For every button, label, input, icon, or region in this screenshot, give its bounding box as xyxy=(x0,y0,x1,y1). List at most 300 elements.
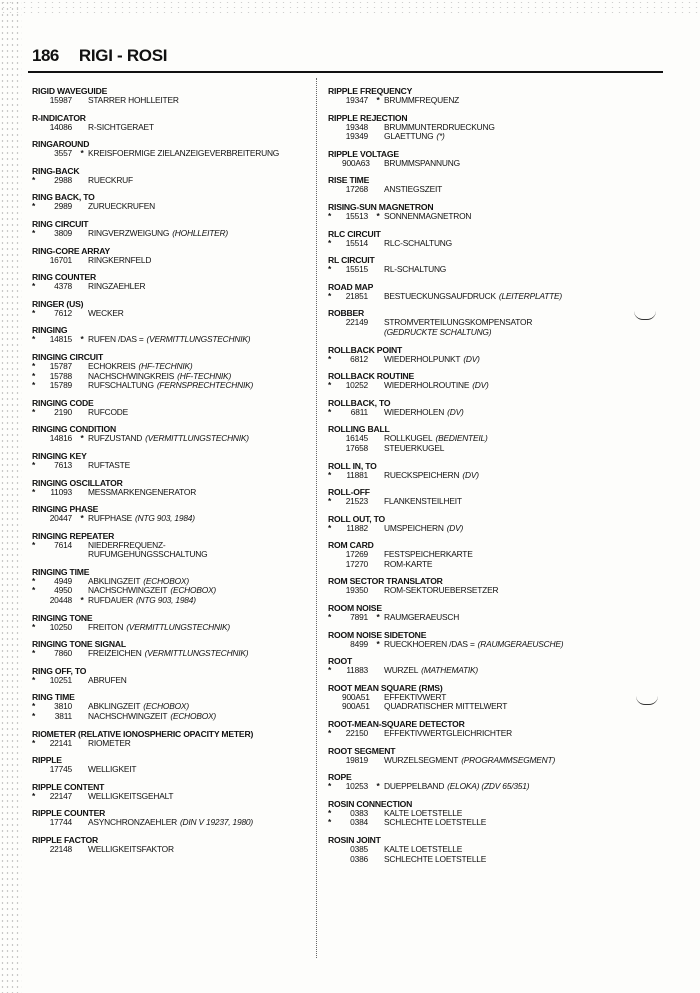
entry-term: RINGING REPEATER xyxy=(32,530,115,541)
entry-term: ROSIN JOINT xyxy=(328,835,381,845)
entry-term: ROAD MAP xyxy=(328,281,374,292)
entry-term: ROSIN CONNECTION xyxy=(328,798,413,809)
entry-star-marker xyxy=(372,586,384,596)
entry-star-marker xyxy=(76,461,88,471)
subject-note: (ELOKA) (ZDV 65/351) xyxy=(447,781,530,792)
entry-number: 17268 xyxy=(345,184,368,195)
translation-line xyxy=(328,212,628,222)
entry-star-marker xyxy=(372,818,384,828)
entry-term: RING COUNTER xyxy=(32,272,96,283)
entry-term: ROM SECTOR TRANSLATOR xyxy=(328,576,443,587)
entry-term: ROLLBACK ROUTINE xyxy=(328,371,415,382)
translation-line xyxy=(32,596,312,606)
dictionary-entry xyxy=(328,576,628,596)
entry-star-marker xyxy=(76,577,88,587)
translation-text: WELLIGKEITSGEHALT xyxy=(88,790,174,801)
entry-star-marker xyxy=(76,372,88,382)
entry-star-marker xyxy=(32,434,46,444)
entry-star-marker xyxy=(32,514,46,524)
entry-star-marker xyxy=(328,444,342,454)
translation-text: RINGKERNFELD xyxy=(88,254,152,265)
entry-number: 6812 xyxy=(350,353,368,364)
dictionary-entry xyxy=(32,352,312,391)
entry-number: 19349 xyxy=(345,131,368,142)
translation-line xyxy=(328,702,628,712)
dictionary-entry xyxy=(32,782,312,802)
entry-term: R-INDICATOR xyxy=(32,112,86,123)
entry-star-marker xyxy=(328,123,342,133)
translation-line xyxy=(32,256,312,266)
entry-star-marker: * xyxy=(32,406,36,417)
subject-note: (HOHLLEITER) xyxy=(172,227,228,238)
translation-text: WECKER xyxy=(88,307,124,318)
translation-line xyxy=(32,176,312,186)
translation-line xyxy=(328,381,628,391)
translation-text: BESTUECKUNGSAUFDRUCK xyxy=(384,290,496,301)
entry-star-marker xyxy=(76,176,88,186)
entry-term: RINGING TONE SIGNAL xyxy=(32,639,126,650)
entry-star-marker: * xyxy=(32,737,36,748)
header-rule xyxy=(28,71,663,73)
entry-term: ROOT xyxy=(328,656,353,667)
dictionary-entry xyxy=(328,202,628,222)
translation-text: WURZELSEGMENT xyxy=(384,754,459,765)
entry-term: RING-CORE ARRAY xyxy=(32,245,111,256)
entry-number: 2988 xyxy=(54,174,72,185)
translation-text: QUADRATISCHER MITTELWERT xyxy=(384,701,508,712)
entry-star-marker: * xyxy=(328,353,332,364)
entry-number: 21523 xyxy=(345,496,368,507)
dictionary-entry xyxy=(328,514,628,534)
translation-text: WIEDERHOLROUTINE xyxy=(384,380,470,391)
entry-star-marker: * xyxy=(32,711,36,722)
entry-term: RINGER (US) xyxy=(32,298,84,309)
entry-star-marker xyxy=(32,596,46,606)
translation-text: FLANKENSTEILHEIT xyxy=(384,496,462,507)
entry-star-marker xyxy=(32,96,46,106)
translation-text: RUECKSPEICHERN xyxy=(384,469,460,480)
entry-star-marker: * xyxy=(376,612,380,623)
dictionary-entry xyxy=(32,424,312,444)
entry-star-marker: * xyxy=(80,595,84,606)
entry-star-marker: * xyxy=(328,264,332,275)
translation-text: RUFPHASE xyxy=(88,513,133,524)
entry-number: 22149 xyxy=(345,317,368,328)
translation-text: ROM-KARTE xyxy=(384,558,433,569)
entry-number: 10251 xyxy=(49,674,72,685)
entry-star-marker xyxy=(76,792,88,802)
entry-number: 14816 xyxy=(49,433,72,444)
translation-line xyxy=(32,149,312,159)
entry-star-marker xyxy=(372,845,384,855)
entry-star-marker xyxy=(328,855,342,865)
subject-note: (ECHOBOX) xyxy=(170,711,217,722)
entry-star-marker: * xyxy=(376,638,380,649)
entry-number: 0383 xyxy=(350,807,368,818)
entry-number: 4949 xyxy=(54,575,72,586)
subject-note: (DV) xyxy=(446,522,464,533)
translation-line xyxy=(328,818,628,828)
entry-term: RINGING OSCILLATOR xyxy=(32,477,123,488)
entry-star-marker: * xyxy=(32,380,36,391)
translation-text: RUFEN /DAS = xyxy=(88,334,144,345)
entry-number: 8499 xyxy=(350,638,368,649)
entry-number: 22150 xyxy=(345,728,368,739)
entry-star-marker xyxy=(76,256,88,266)
translation-text: EFFEKTIVWERTGLEICHRICHTER xyxy=(384,728,512,739)
entry-term: RINGING CONDITION xyxy=(32,424,116,435)
entry-number: 15514 xyxy=(345,237,368,248)
entry-star-marker xyxy=(76,702,88,712)
translation-line xyxy=(32,229,312,239)
entry-number: 20447 xyxy=(49,513,72,524)
subject-note: (DV) xyxy=(472,380,489,391)
translation-text: ROM-SEKTORUEBERSETZER xyxy=(384,585,499,596)
entry-number: 900A63 xyxy=(342,157,370,168)
entry-number: 3557 xyxy=(54,148,72,159)
translation-line xyxy=(32,739,312,749)
translation-text: ANSTIEGSZEIT xyxy=(384,184,443,195)
translation-text: WURZEL xyxy=(384,665,419,676)
entry-star-marker xyxy=(372,809,384,819)
entry-star-marker xyxy=(76,541,88,551)
entry-star-marker xyxy=(76,229,88,239)
entry-term: ROLLBACK POINT xyxy=(328,344,403,355)
translation-line xyxy=(328,550,628,560)
entry-number: 10252 xyxy=(345,380,368,391)
entry-star-marker: * xyxy=(376,210,380,221)
subject-note: (DV) xyxy=(462,469,479,480)
entry-star-marker xyxy=(372,560,384,570)
translation-line xyxy=(328,613,628,623)
entry-star-marker: * xyxy=(328,728,332,739)
entry-number: 11093 xyxy=(50,486,72,497)
entry-star-marker: * xyxy=(376,781,380,792)
left-column xyxy=(32,86,312,862)
dictionary-entry xyxy=(32,325,312,345)
entry-star-marker xyxy=(372,132,384,142)
translation-line xyxy=(32,792,312,802)
translation-text: RIOMETER xyxy=(88,737,131,748)
entry-star-marker: * xyxy=(32,334,36,345)
entry-number: 21851 xyxy=(345,290,368,301)
entry-number: 11883 xyxy=(346,665,368,676)
entry-term: RINGING xyxy=(32,325,68,336)
translation-text: RINGZAEHLER xyxy=(88,281,146,292)
entry-star-marker xyxy=(372,444,384,454)
entry-term: RIPPLE REJECTION xyxy=(328,112,408,123)
translation-line xyxy=(328,265,628,275)
dictionary-entry xyxy=(328,86,628,106)
entry-number: 22141 xyxy=(49,737,72,748)
translation-text: NACHSCHWINGKREIS xyxy=(88,370,175,381)
subject-note: (NTG 903, 1984) xyxy=(135,595,196,606)
translation-line xyxy=(32,123,312,133)
entry-star-marker xyxy=(32,818,46,828)
entry-number: 10253 xyxy=(345,781,368,792)
entry-star-marker xyxy=(76,676,88,686)
entry-number: 22147 xyxy=(49,790,72,801)
entry-number: 7614 xyxy=(54,539,72,550)
translation-line xyxy=(32,845,312,855)
entry-star-marker xyxy=(328,434,342,444)
entry-star-marker: * xyxy=(32,648,36,659)
entry-star-marker: * xyxy=(32,360,36,371)
dictionary-entry xyxy=(32,398,312,418)
entry-star-marker: * xyxy=(32,790,36,801)
entry-term: RLC CIRCUIT xyxy=(328,228,381,239)
margin-mark xyxy=(634,311,656,320)
dictionary-entry xyxy=(328,113,628,142)
entry-term: RING-BACK xyxy=(32,165,80,176)
translation-text: ABKLINGZEIT xyxy=(88,575,141,586)
translation-text: RL-SCHALTUNG xyxy=(384,264,447,275)
translation-text: NIEDERFREQUENZ- xyxy=(88,539,166,550)
translation-text: ROLLKUGEL xyxy=(384,433,433,444)
dictionary-entry xyxy=(32,86,312,106)
entry-star-marker xyxy=(76,282,88,292)
entry-star-marker xyxy=(328,756,342,766)
entry-star-marker: * xyxy=(328,817,332,828)
entry-star-marker: * xyxy=(32,307,36,318)
entry-number: 7891 xyxy=(350,612,368,623)
entry-star-marker: * xyxy=(328,781,332,792)
entry-star-marker: * xyxy=(328,522,332,533)
translation-line xyxy=(32,335,312,345)
entry-number: 4950 xyxy=(54,585,72,596)
translation-text: STARRER HOHLLEITER xyxy=(88,95,179,105)
entry-term: RIPPLE CONTENT xyxy=(32,781,105,792)
entry-star-marker: * xyxy=(328,612,332,623)
translation-text: ZURUECKRUFEN xyxy=(88,201,155,212)
translation-line xyxy=(32,676,312,686)
entry-star-marker: * xyxy=(32,174,36,185)
translation-text: WIEDERHOLEN xyxy=(384,406,445,417)
entry-star-marker xyxy=(76,739,88,749)
dictionary-entry xyxy=(328,282,628,302)
entry-star-marker: * xyxy=(32,585,36,596)
entry-number: 11882 xyxy=(346,522,368,533)
entry-term: RINGING PHASE xyxy=(32,504,99,515)
translation-line xyxy=(328,640,628,650)
translation-text: SCHLECHTE LOETSTELLE xyxy=(384,853,487,864)
subject-note: (FERNSPRECHTECHNIK) xyxy=(156,380,254,391)
entry-star-marker xyxy=(372,666,384,676)
subject-note: (*) xyxy=(436,131,445,142)
entry-number: 2989 xyxy=(54,201,72,212)
entry-star-marker xyxy=(76,381,88,391)
translation-line xyxy=(32,309,312,319)
entry-star-marker xyxy=(76,123,88,133)
dictionary-entry xyxy=(328,175,628,195)
translation-line xyxy=(328,586,628,596)
entry-number: 15787 xyxy=(49,360,72,371)
translation-text: FREITON xyxy=(88,621,124,632)
translation-line xyxy=(328,666,628,676)
dictionary-entry xyxy=(328,719,628,739)
entry-term: ROOT MEAN SQUARE (RMS) xyxy=(328,682,443,693)
translation-text: STROMVERTEILUNGSKOMPENSATOR xyxy=(384,317,533,328)
entry-term: ROOT-MEAN-SQUARE DETECTOR xyxy=(328,719,465,730)
entry-star-marker xyxy=(372,550,384,560)
entry-number: 15513 xyxy=(345,210,368,221)
entry-number: 17270 xyxy=(345,558,368,569)
entry-number: 16701 xyxy=(49,254,72,265)
entry-term: RINGAROUND xyxy=(32,139,90,150)
entry-term: ROBBER xyxy=(328,308,365,319)
entry-number: 15789 xyxy=(49,380,72,391)
translation-line xyxy=(328,159,628,169)
entry-star-marker: * xyxy=(32,674,36,685)
translation-text: RUFDAUER xyxy=(88,595,133,606)
entry-term: RL CIRCUIT xyxy=(328,255,375,266)
entry-star-marker xyxy=(328,702,342,712)
entry-star-marker: * xyxy=(328,469,332,480)
entry-star-marker xyxy=(372,265,384,275)
entry-number: 900A51 xyxy=(342,691,370,702)
dictionary-entry xyxy=(32,192,312,212)
entry-term: RINGING CODE xyxy=(32,397,94,408)
entry-term: RING OFF, TO xyxy=(32,665,87,676)
translation-line xyxy=(32,649,312,659)
entry-term: ROLL OUT, TO xyxy=(328,513,385,524)
subject-note: (PROGRAMMSEGMENT) xyxy=(461,754,556,765)
margin-mark xyxy=(636,696,658,705)
entry-star-marker xyxy=(76,712,88,722)
subject-note: (DV) xyxy=(447,406,464,417)
dictionary-entry xyxy=(328,229,628,249)
subject-note: (LEITERPLATTE) xyxy=(498,290,562,301)
translation-line xyxy=(328,497,628,507)
entry-star-marker xyxy=(328,159,342,169)
translation-text: RUFUMGEHUNGSSCHALTUNG xyxy=(88,549,208,560)
entry-star-marker xyxy=(32,123,46,133)
translation-line xyxy=(32,96,312,106)
entry-star-marker xyxy=(328,96,342,106)
translation-text: EFFEKTIVWERT xyxy=(384,691,447,702)
page-header xyxy=(32,46,167,66)
translation-text: ABKLINGZEIT xyxy=(88,701,141,712)
scan-noise-left xyxy=(0,0,22,993)
dictionary-entry xyxy=(328,540,628,569)
entry-star-marker: * xyxy=(80,148,84,159)
translation-text: ASYNCHRONZAEHLER xyxy=(88,817,177,828)
translation-text: RLC-SCHALTUNG xyxy=(384,237,452,248)
entry-number: 7613 xyxy=(54,459,72,470)
entry-star-marker xyxy=(372,408,384,418)
entry-star-marker xyxy=(372,434,384,444)
dictionary-entry xyxy=(328,746,628,766)
entry-star-marker: * xyxy=(32,486,36,497)
entry-number: 4378 xyxy=(54,281,72,292)
dictionary-entry xyxy=(32,531,312,560)
dictionary-entry xyxy=(328,398,628,418)
entry-star-marker xyxy=(76,96,88,106)
translation-text: KALTE LOETSTELLE xyxy=(384,844,463,854)
entry-number: 19819 xyxy=(345,754,368,765)
entry-star-marker: * xyxy=(32,539,36,550)
subject-note: (MATHEMATIK) xyxy=(421,665,479,676)
entry-star-marker: * xyxy=(376,95,380,105)
entry-star-marker xyxy=(32,550,46,560)
translation-text: RUFCODE xyxy=(88,406,129,417)
right-column xyxy=(328,86,628,871)
entry-star-marker xyxy=(372,524,384,534)
translation-line xyxy=(328,444,628,454)
translation-line xyxy=(328,524,628,534)
entry-star-marker: * xyxy=(32,281,36,292)
entry-star-marker xyxy=(372,159,384,169)
entry-star-marker xyxy=(372,123,384,133)
translation-text: UMSPEICHERN xyxy=(384,522,444,533)
subject-note: (GEDRUCKTE SCHALTUNG) xyxy=(384,326,492,337)
dictionary-entry xyxy=(328,835,628,864)
subject-note: (VERMITTLUNGSTECHNIK) xyxy=(145,433,249,444)
translation-line xyxy=(32,818,312,828)
dictionary-entry xyxy=(32,272,312,292)
dictionary-entry xyxy=(328,461,628,481)
translation-text: RUFSCHALTUNG xyxy=(88,380,154,391)
entry-star-marker xyxy=(328,586,342,596)
entry-number: 17658 xyxy=(345,442,368,453)
entry-number: 14815 xyxy=(49,334,72,345)
entry-term: ROM CARD xyxy=(328,540,374,551)
entry-term: RIPPLE VOLTAGE xyxy=(328,148,399,159)
entry-term: RINGING CIRCUIT xyxy=(32,351,103,362)
translation-text: NACHSCHWINGZEIT xyxy=(88,711,168,722)
entry-star-marker xyxy=(372,318,384,328)
entry-number: 19348 xyxy=(345,121,368,132)
entry-term: RIGID WAVEGUIDE xyxy=(32,86,108,96)
translation-line xyxy=(328,355,628,365)
subject-note: (VERMITTLUNGSTECHNIK) xyxy=(126,621,230,632)
subject-note: (ECHOBOX) xyxy=(170,585,217,596)
dictionary-entry xyxy=(32,666,312,686)
entry-number: 15515 xyxy=(345,264,368,275)
subject-note: (HF-TECHNIK) xyxy=(177,370,232,381)
translation-line xyxy=(328,408,628,418)
entry-term: ROOM NOISE xyxy=(328,603,382,614)
entry-number: 15987 xyxy=(49,95,72,105)
entry-star-marker: * xyxy=(328,210,332,221)
entry-term: RIPPLE COUNTER xyxy=(32,808,106,819)
translation-line xyxy=(328,132,628,142)
entry-number: 0384 xyxy=(350,817,368,828)
entry-number: 3811 xyxy=(54,711,72,722)
dictionary-entry xyxy=(32,113,312,133)
entry-term: RING BACK, TO xyxy=(32,192,95,203)
translation-text: RAUMGERAEUSCH xyxy=(384,612,460,623)
entry-term: ROOT SEGMENT xyxy=(328,745,396,756)
subject-note: (VERMITTLUNGSTECHNIK) xyxy=(146,334,251,345)
subject-note: (ECHOBOX) xyxy=(143,575,189,586)
translation-text: R-SICHTGERAET xyxy=(88,121,154,132)
dictionary-entry xyxy=(328,630,628,650)
translation-text: SCHLECHTE LOETSTELLE xyxy=(384,817,487,828)
translation-text: FESTSPEICHERKARTE xyxy=(384,549,473,560)
translation-line xyxy=(328,434,628,444)
column-divider xyxy=(316,78,317,958)
entry-star-marker: * xyxy=(80,433,84,444)
entry-term: RINGING TIME xyxy=(32,566,90,577)
translation-text: BRUMMFREQUENZ xyxy=(384,95,460,105)
translation-line xyxy=(328,782,628,792)
translation-line xyxy=(328,292,628,302)
entry-star-marker: * xyxy=(328,406,332,417)
translation-line xyxy=(328,560,628,570)
entry-star-marker: * xyxy=(328,290,332,301)
entry-number: 14086 xyxy=(49,121,72,132)
